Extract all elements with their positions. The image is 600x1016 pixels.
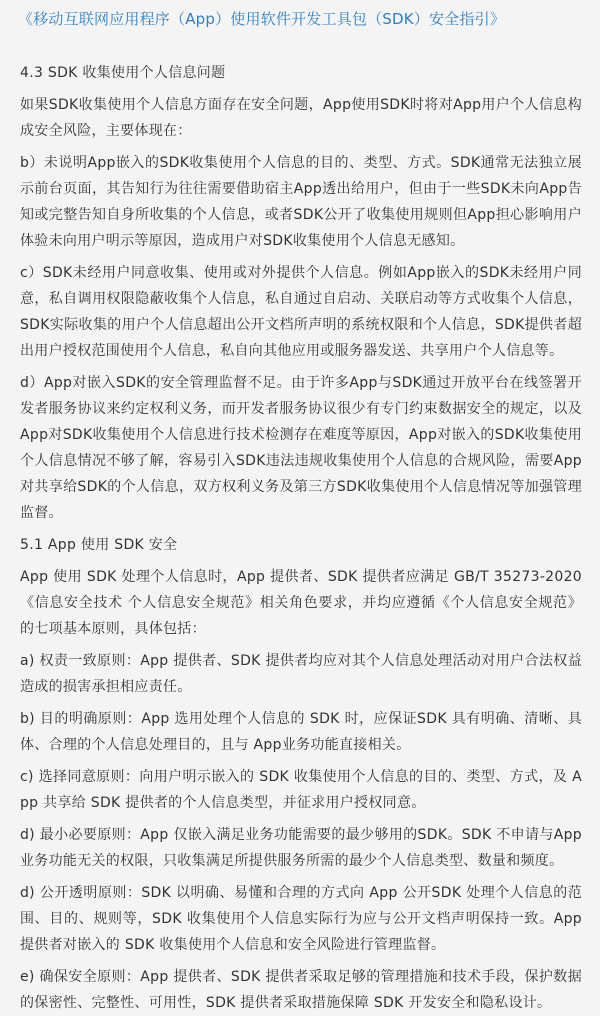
- section-heading-4-3: 4.3 SDK 收集使用个人信息问题: [20, 65, 226, 81]
- document-body: [20, 60, 582, 1016]
- principle-clear-purpose: b) 目的明确原则：App 选用处理个人信息的 SDK 时，应保证SDK 具有明确、清晰、具体、合理的个人信息处理目的，且与 App业务功能直接相关。: [20, 711, 582, 753]
- section-4-3-intro: 如果SDK收集使用个人信息方面存在安全问题，App使用SDK时将对App用户个人信息构成安全风险，主要体现在：: [20, 97, 582, 139]
- section-4-3-item-d: d）App对嵌入SDK的安全管理监督不足。由于许多App与SDK通过开放平台在线签署开发者服务协议来约定权利义务，而开发者服务协议很少有专门约束数据安全的规定，以及App对SDK收集使用个人信息进行技术检测存在难度等原因，App对嵌入的SDK收集使用个人信息情况不够了解，容易引入SDK违法违规收集使用个人信息的合规风险，需要App对共享给SDK的个人信息，双方权利义务及第三方SDK收集使用个人信息情况等加强管理监督。: [20, 375, 582, 521]
- principle-accountability: a) 权责一致原则：App 提供者、SDK 提供者均应对其个人信息处理活动对用户合法权益造成的损害承担相应责任。: [20, 653, 582, 695]
- principle-minimum-necessary: d) 最小必要原则：App 仅嵌入满足业务功能需要的最少够用的SDK。SDK 不申请与App 业务功能无关的权限，只收集满足所提供服务所需的最少个人信息类型、数量和频度。: [20, 827, 582, 869]
- section-heading-5-1: 5.1 App 使用 SDK 安全: [20, 537, 178, 553]
- principle-transparency: d) 公开透明原则：SDK 以明确、易懂和合理的方式向 App 公开SDK 处理个人信息的范围、目的、规则等，SDK 收集使用个人信息实际行为应与公开文档声明保持一致。App 提供者对嵌入的 SDK 收集使用个人信息和安全风险进行管理监督。: [20, 885, 582, 953]
- document-title: 《移动互联网应用程序（App）使用软件开发工具包（SDK）安全指引》: [18, 10, 506, 28]
- section-4-3-item-c: c）SDK未经用户同意收集、使用或对外提供个人信息。例如App嵌入的SDK未经用户同意，私自调用权限隐蔽收集个人信息，私自通过自启动、关联启动等方式收集个人信息，SDK实际收集的用户个人信息超出公开文档所声明的系统权限和个人信息，SDK提供者超出用户授权范围使用个人信息，私自向其他应用或服务器发送、共享用户个人信息等。: [20, 265, 582, 359]
- section-5-1-intro: App 使用 SDK 处理个人信息时，App 提供者、SDK 提供者应满足 GB/T 35273-2020《信息安全技术 个人信息安全规范》相关角色要求，并均应遵循《个人信息安全规范》的七项基本原则，具体包括：: [20, 569, 582, 637]
- principle-security: e) 确保安全原则：App 提供者、SDK 提供者采取足够的管理措施和技术手段，保护数据的保密性、完整性、可用性，SDK 提供者采取措施保障 SDK 开发安全和隐私设计。: [20, 969, 582, 1011]
- section-4-3-item-b: b）未说明App嵌入的SDK收集使用个人信息的目的、类型、方式。SDK通常无法独立展示前台页面，其告知行为往往需要借助宿主App透出给用户，但由于一些SDK未向App告知或完整告知自身所收集的个人信息，或者SDK公开了收集使用规则但App担心影响用户体验未向用户明示等原因，造成用户对SDK收集使用个人信息无感知。: [20, 155, 582, 249]
- principle-consent: c) 选择同意原则：向用户明示嵌入的 SDK 收集使用个人信息的目的、类型、方式，及 App 共享给 SDK 提供者的个人信息类型，并征求用户授权同意。: [20, 769, 582, 811]
